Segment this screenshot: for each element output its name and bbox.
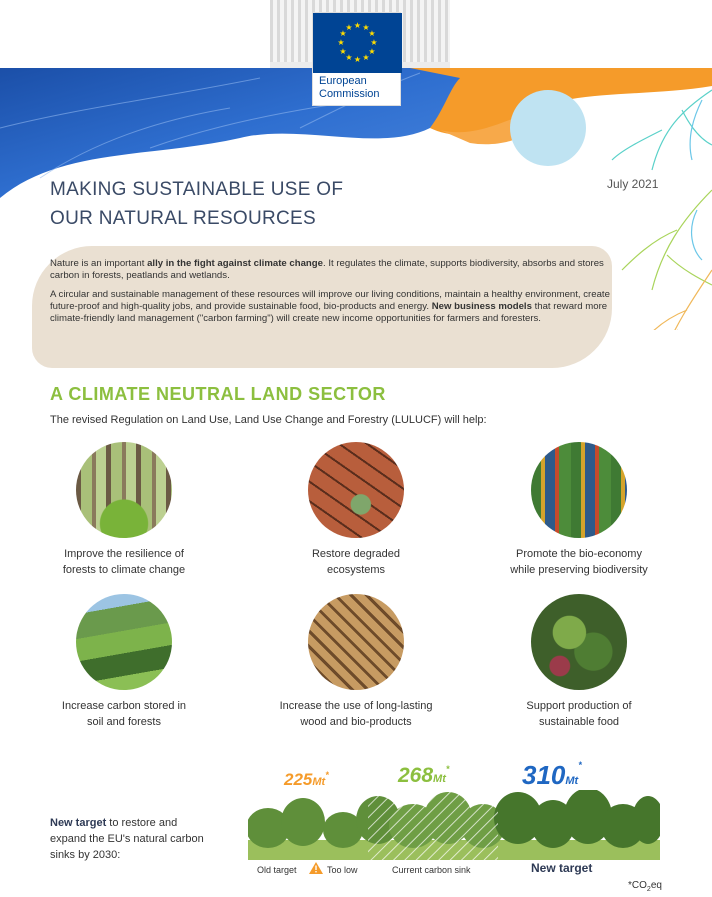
trees-illustration bbox=[248, 790, 660, 860]
vegetables-photo bbox=[531, 594, 627, 690]
wooden-roof-photo bbox=[308, 594, 404, 690]
new-target-label: New target bbox=[531, 861, 593, 875]
beehive-photo bbox=[531, 442, 627, 538]
benefit-caption: Increase the use of long-lasting wood and bio-products bbox=[279, 700, 433, 728]
farmland-photo bbox=[76, 594, 172, 690]
european-commission-logo[interactable] bbox=[312, 12, 401, 106]
svg-text:★: ★ bbox=[370, 38, 378, 47]
benefit-item bbox=[479, 594, 679, 730]
svg-text:★: ★ bbox=[345, 53, 353, 62]
svg-text:★: ★ bbox=[362, 23, 370, 32]
svg-text:★: ★ bbox=[362, 53, 370, 62]
svg-text:★: ★ bbox=[339, 29, 347, 38]
section-heading: A CLIMATE NEUTRAL LAND SECTOR bbox=[50, 384, 386, 404]
intro-paragraph-2: A circular and sustainable management of these resources will improve our living conditions, maintain a healthy environment, create future-proof and high-quality jobs, and provide sustainable food, bio-products and energy. New business models that reward more climate-friendly land management ("carbon farming") will create new income opportunities for farmers and foresters. bbox=[50, 289, 610, 324]
benefit-caption: Promote the bio-economy while preserving biodiversity bbox=[510, 548, 648, 576]
svg-text:★: ★ bbox=[368, 47, 376, 56]
cracked-earth-photo bbox=[308, 442, 404, 538]
benefit-caption: Increase carbon stored in soil and forests bbox=[61, 700, 187, 728]
svg-text:★: ★ bbox=[353, 55, 362, 64]
svg-text:★: ★ bbox=[337, 38, 345, 47]
new-target-value: 310Mt* bbox=[522, 760, 582, 790]
benefit-item bbox=[24, 594, 224, 730]
section-lead: The revised Regulation on Land Use, Land Use Change and Forestry (LULUCF) will help: bbox=[50, 414, 487, 426]
eu-flag-icon bbox=[313, 13, 402, 73]
svg-text:★: ★ bbox=[353, 21, 362, 30]
benefit-item bbox=[256, 442, 456, 578]
svg-text:★: ★ bbox=[339, 47, 347, 56]
footnote: $*CO_2eq$ bbox=[628, 880, 662, 893]
benefit-item bbox=[256, 594, 456, 730]
old-target-value: 225Mt* bbox=[284, 770, 329, 789]
target-description: New target to restore and expand the EU's natural carbon sinks by 2030: bbox=[50, 817, 204, 861]
intro-text bbox=[50, 258, 610, 332]
current-sink-value: 268Mt* bbox=[398, 764, 450, 787]
svg-text:★: ★ bbox=[345, 23, 353, 32]
intro-paragraph-1: Nature is an important ally in the fight against climate change. It regulates the climate, supports biodiversity, absorbs and stores carbon in forests, peatlands and wetlands. bbox=[50, 258, 604, 281]
organization-name: European Commission bbox=[319, 75, 380, 100]
forest-photo bbox=[76, 442, 172, 538]
publication-date: July 2021 bbox=[607, 177, 659, 191]
benefit-caption: Restore degraded ecosystems bbox=[311, 548, 401, 576]
svg-text:★: ★ bbox=[368, 29, 376, 38]
benefit-item bbox=[24, 442, 224, 578]
benefit-caption: Improve the resilience of forests to climate change bbox=[62, 548, 186, 576]
benefit-item bbox=[479, 442, 679, 578]
too-low-label: Too low bbox=[327, 865, 358, 875]
page-title: MAKING SUSTAINABLE USE OF OUR NATURAL RESOURCES bbox=[50, 179, 344, 229]
warning-icon bbox=[309, 862, 323, 874]
old-target-label: Old target bbox=[257, 865, 297, 875]
benefit-caption: Support production of sustainable food bbox=[526, 700, 632, 728]
current-carbon-sink-label: Current carbon sink bbox=[392, 865, 471, 875]
